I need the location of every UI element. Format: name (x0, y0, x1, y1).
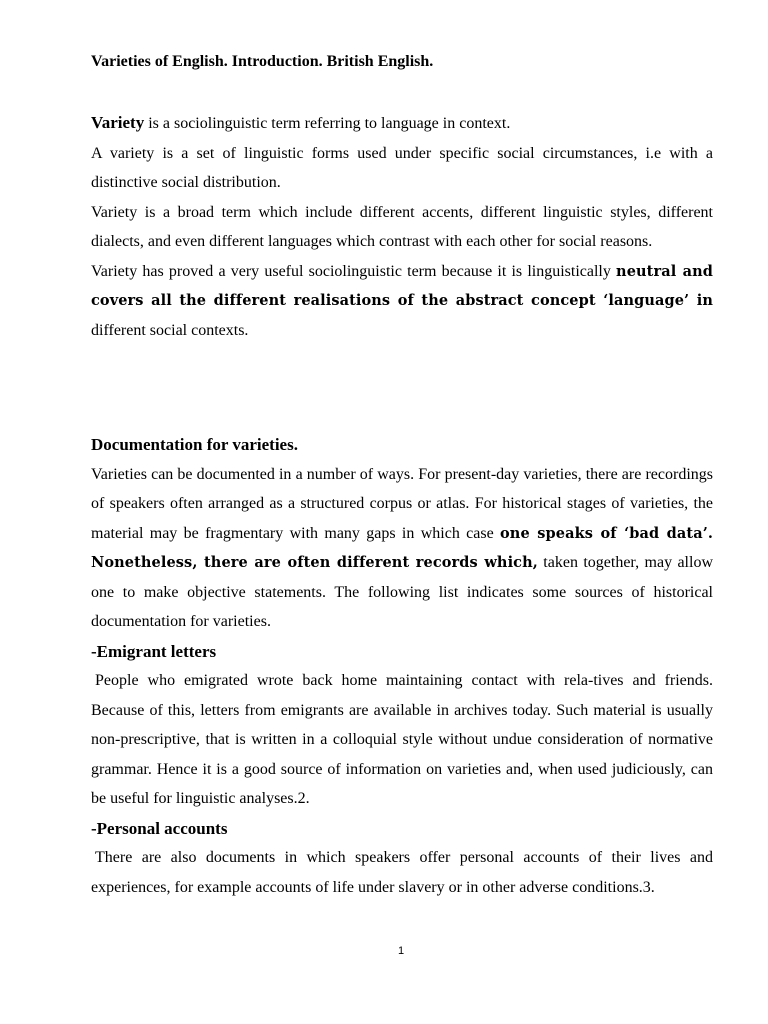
emigrant-letters-title: Emigrant letters (96, 641, 217, 661)
personal-accounts-heading (91, 814, 713, 844)
emigrant-letters-paragraph: People who emigrated wrote back home maintaining contact with rela-tives and friends. Because of this, letters from emigrants are available in archives today. Such material is usually non-prescriptive, that is written in a colloquial style without undue consideration of normative grammar. Hence it is a good source of information on varieties and, when used judiciously, can be useful for linguistic analyses.2. (91, 672, 713, 807)
variety-term: Variety (91, 113, 145, 132)
documentation-heading: Documentation for varieties. (91, 435, 298, 454)
intro-p1-text: is a sociolinguistic term referring to language in context. (144, 115, 511, 132)
document-title: Varieties of English. Introduction. British English. (91, 53, 434, 70)
intro-section (91, 108, 713, 345)
personal-accounts-paragraph: There are also documents in which speakers offer personal accounts of their lives and experiences, for example accounts of life under slavery or in other adverse conditions.3. (91, 849, 713, 896)
documentation-p1-end: taken together, may allow one to make objective statements. The following list indicates some sources of historical documentation for varieties. (91, 554, 714, 630)
intro-paragraph-3: Variety is a broad term which include different accents, different linguistic styles, different dialects, and even different languages which contrast with each other for social reasons. (91, 203, 713, 250)
documentation-section (91, 430, 713, 902)
emigrant-letters-heading (91, 637, 713, 667)
intro-paragraph-4 (91, 257, 713, 346)
intro-p4-start: Variety has proved a very useful sociolinguistic term because it is linguistically (91, 262, 617, 280)
intro-paragraph-2: A variety is a set of linguistic forms used under specific social circumstances, i.e with a distinctive social distribution. (91, 144, 713, 191)
page-number: 1 (397, 945, 405, 957)
emigrant-letters-dash: - (91, 641, 97, 661)
documentation-paragraph (91, 460, 713, 637)
intro-p4-bold: neutral and covers all the different realisations of the abstract concept ‘language’ in (91, 262, 713, 309)
intro-p4-end: different social contexts. (91, 321, 249, 339)
personal-accounts-title: -Personal accounts (91, 818, 228, 838)
documentation-p1-start: Varieties can be documented in a number of ways. For present-day varieties, there are recordings of speakers often arranged as a structured corpus or atlas. For historical stages of varieties, the material may be fragmentary with many gaps in which case (91, 465, 713, 542)
intro-paragraph-1 (91, 108, 713, 139)
documentation-p1-bold: one speaks of ‘bad data’. Nonetheless, there are often different records which, (91, 524, 714, 571)
